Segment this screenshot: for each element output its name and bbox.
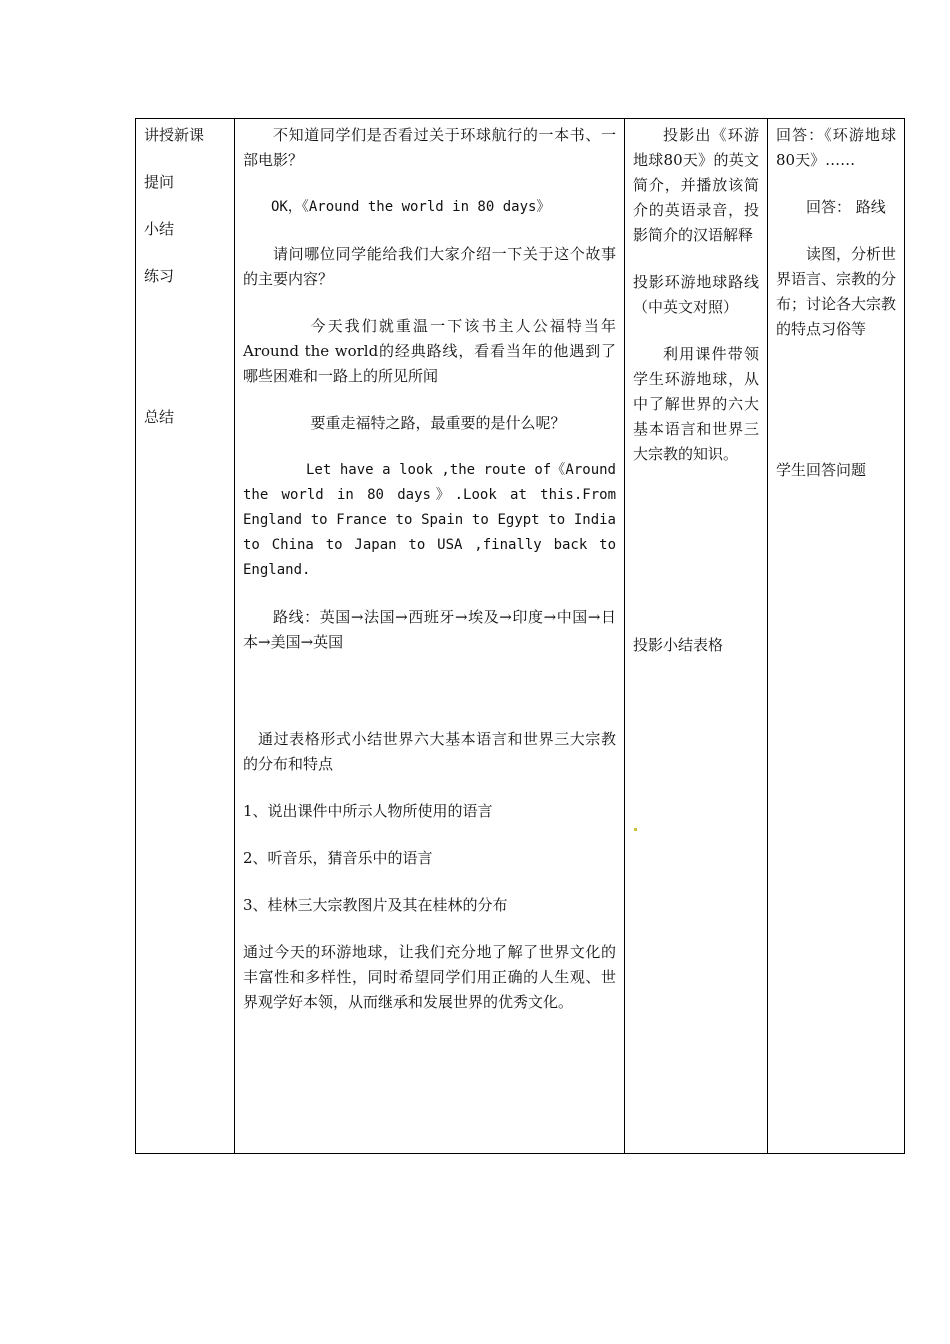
content-intro-question: 不知道同学们是否看过关于环球航行的一本书、一部电影？: [243, 126, 616, 169]
teacher-projection-summary: 投影小结表格: [633, 636, 724, 654]
teaching-stage-column: [136, 119, 235, 1154]
student-answer-questions: 学生回答问题: [776, 461, 867, 479]
table-row: [136, 119, 905, 1154]
content-route-list: 路线：英国→法国→西班牙→埃及→印度→中国→日本→美国→英国: [243, 608, 616, 651]
teaching-content-column: [235, 119, 625, 1154]
student-answer-book: 回答：《环游地球80天》……: [776, 126, 896, 169]
content-conclusion: 通过今天的环游地球，让我们充分地了解了世界文化的丰富性和多样性，同时希望同学们用正确的人生观、世界观学好本领，从而继承和发展世界的优秀文化。: [243, 943, 616, 1011]
content-route-intro: 今天我们就重温一下该书主人公福特当年Around the world的经典路线，看看当年的他遇到了哪些困难和一路上的所见所闻: [243, 317, 616, 385]
content-english-route: Let have a look ,the route of《Around the world in 80 days》.Look at this.From England to France to Spain to Egypt to India to China to Japan to USA ,finally back to England.: [243, 462, 616, 578]
teacher-projection-route: 投影环游地球路线（中英文对照）: [633, 273, 759, 316]
student-read-map: 读图，分析世界语言、宗教的分布；讨论各大宗教的特点习俗等: [776, 245, 897, 338]
content-summary-table: 通过表格形式小结世界六大基本语言和世界三大宗教的分布和特点: [243, 730, 616, 773]
lesson-plan-table: [135, 118, 905, 1154]
stage-exercise: 练习: [144, 267, 175, 285]
student-activity-column: [768, 119, 905, 1154]
stage-summary: 小结: [144, 220, 175, 238]
exercise-2: 2、听音乐，猜音乐中的语言: [243, 849, 433, 867]
marker-dot: [634, 828, 637, 831]
stage-conclusion: 总结: [144, 408, 175, 426]
content-story-question: 请问哪位同学能给我们大家介绍一下关于这个故事的主要内容？: [243, 245, 616, 288]
exercise-3: 3、桂林三大宗教图片及其在桂林的分布: [243, 896, 508, 914]
teacher-activity-column: [625, 119, 768, 1154]
content-book-title: OK，《Around the world in 80 days》: [271, 199, 551, 215]
teacher-projection-intro: 投影出《环游地球80天》的英文简介，并播放该简介的英语录音，投影简介的汉语解释: [633, 126, 759, 244]
teacher-courseware: 利用课件带领学生环游地球，从中了解世界的六大基本语言和世界三大宗教的知识。: [633, 345, 759, 463]
exercise-1: 1、说出课件中所示人物所使用的语言: [243, 802, 493, 820]
stage-new-lesson: 讲授新课: [144, 126, 205, 144]
stage-question: 提问: [144, 173, 175, 191]
content-key-question: 要重走福特之路，最重要的是什么呢？: [310, 414, 566, 432]
student-answer-route: 回答： 路线: [806, 198, 886, 216]
